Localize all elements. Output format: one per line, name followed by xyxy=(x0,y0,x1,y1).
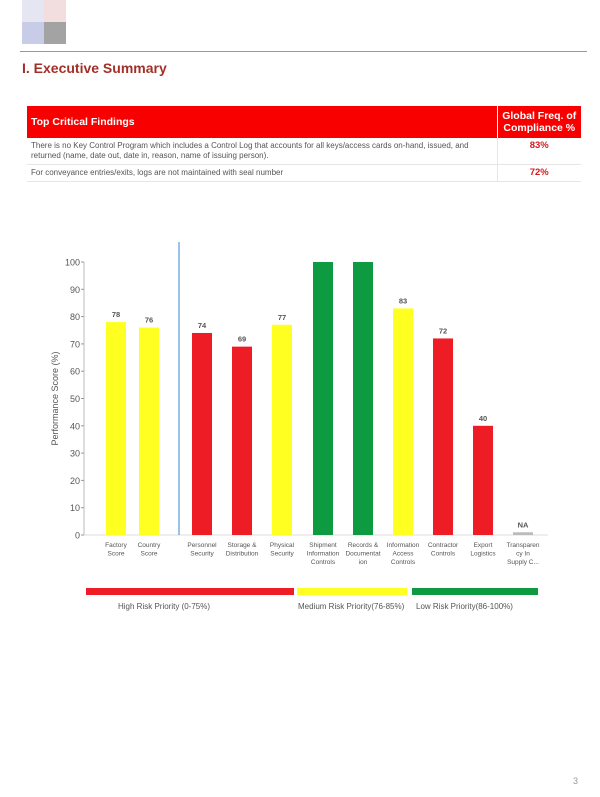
bar xyxy=(353,262,373,535)
bar-value-label: 72 xyxy=(438,326,448,336)
x-tick-label: cy In xyxy=(516,550,530,558)
section-title: I. Executive Summary xyxy=(22,60,167,76)
x-tick-label: Security xyxy=(270,550,294,558)
x-tick-label: Storage & xyxy=(227,542,257,549)
bar-value-label: NA xyxy=(517,520,529,530)
finding-frequency: 83% xyxy=(497,138,581,165)
legend-medium-risk-bar xyxy=(297,588,407,595)
bar-value-label: 76 xyxy=(144,315,154,325)
x-tick-label: Distribution xyxy=(225,550,259,558)
performance-bar-chart xyxy=(0,230,600,580)
y-axis-title: Performance Score (%) xyxy=(50,351,60,446)
legend-high-risk-label: High Risk Priority (0-75%) xyxy=(118,602,211,611)
x-tick-label: Country xyxy=(137,542,161,549)
finding-frequency: 72% xyxy=(497,165,581,182)
finding-text: For conveyance entries/exits, logs are not maintained with seal number xyxy=(27,165,497,182)
x-tick-label: Physical xyxy=(269,542,295,549)
x-tick-label: Score xyxy=(140,550,158,558)
legend-high-risk-bar xyxy=(86,588,294,595)
table-row xyxy=(27,138,581,165)
x-tick-label: Controls xyxy=(390,559,416,566)
x-tick-label: Supply C... xyxy=(507,559,539,566)
y-tick-label: 70 xyxy=(69,339,80,350)
table-row xyxy=(27,165,581,182)
x-tick-label: Records & xyxy=(347,542,379,549)
bar-value-label: 78 xyxy=(111,310,121,320)
bar xyxy=(106,322,126,535)
x-tick-label: Controls xyxy=(430,550,456,558)
x-tick-label: Score xyxy=(107,550,125,558)
y-tick-label: 30 xyxy=(69,448,80,459)
page-number: 3 xyxy=(572,776,578,786)
bar xyxy=(393,308,413,535)
bar xyxy=(313,262,333,535)
legend-low-risk-label: Low Risk Priority(86-100%) xyxy=(416,602,513,611)
x-tick-label: Factory xyxy=(105,542,127,549)
bar xyxy=(433,338,453,535)
table-header-row xyxy=(27,106,581,138)
x-tick-label: ion xyxy=(358,559,368,566)
y-tick-label: 50 xyxy=(69,394,80,404)
y-tick-label: 0 xyxy=(74,530,80,541)
x-tick-label: Access xyxy=(392,550,414,558)
x-tick-label: Information xyxy=(386,542,420,549)
bar xyxy=(139,328,159,535)
y-tick-label: 100 xyxy=(64,257,80,268)
y-tick-label: 90 xyxy=(69,284,80,295)
bar xyxy=(473,426,493,535)
x-tick-label: Documentat xyxy=(345,550,381,558)
bar xyxy=(192,333,212,535)
y-tick-label: 80 xyxy=(69,312,80,323)
legend-medium-risk-label: Medium Risk Priority(76-85%) xyxy=(298,602,405,611)
company-logo xyxy=(22,0,66,44)
x-tick-label: Personnel xyxy=(187,542,217,549)
y-tick-label: 60 xyxy=(69,366,80,377)
bar-value-label: 77 xyxy=(277,312,287,322)
x-tick-label: Security xyxy=(190,550,214,558)
header-divider xyxy=(20,51,587,52)
findings-header: Top Critical Findings xyxy=(27,106,497,138)
legend-low-risk-bar xyxy=(412,588,538,595)
y-tick-label: 20 xyxy=(69,475,80,486)
y-tick-label: 10 xyxy=(69,503,80,514)
critical-findings-table xyxy=(27,106,581,182)
bar-value-label: 69 xyxy=(237,334,247,344)
x-tick-label: Logistics xyxy=(470,550,496,558)
bar-value-label: 74 xyxy=(197,320,207,330)
bar-value-label: 83 xyxy=(398,296,408,306)
bar xyxy=(513,532,533,535)
bar-value-label: 40 xyxy=(478,413,488,423)
x-tick-label: Information xyxy=(306,550,340,558)
bar xyxy=(272,325,292,535)
x-tick-label: Export xyxy=(473,542,493,549)
bar xyxy=(232,347,252,535)
frequency-header: Global Freq. of Compliance % xyxy=(497,106,581,138)
x-tick-label: Transparen xyxy=(506,542,540,549)
finding-text: There is no Key Control Program which includes a Control Log that accounts for all keys/access cards on-hand, issued, and returned (name, date out, date in, reason, name of issuing person). xyxy=(27,138,497,165)
x-tick-label: Controls xyxy=(310,559,336,566)
x-tick-label: Contractor xyxy=(427,542,459,549)
y-tick-label: 40 xyxy=(69,421,80,432)
x-tick-label: Shipment xyxy=(309,542,337,549)
